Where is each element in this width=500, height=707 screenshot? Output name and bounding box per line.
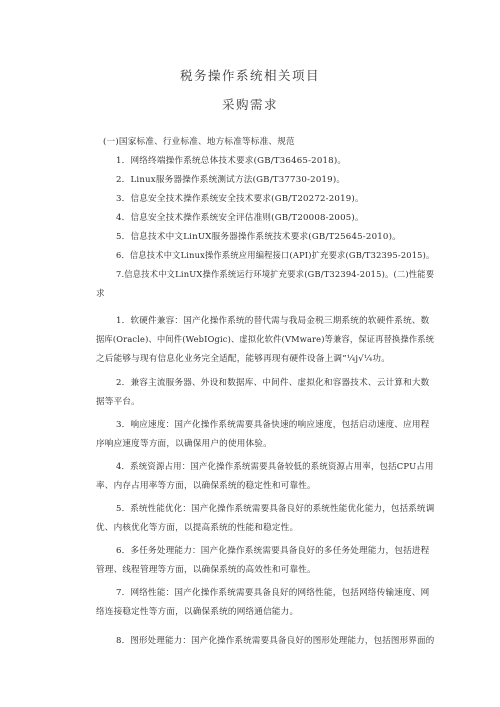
standard-item-2: 2．Linux服务器操作系统测试方法(GB/T37730-2019)。 xyxy=(116,175,346,185)
standard-item-3: 3．信息安全技术操作系统安全技术要求(GB/T20272-2019)。 xyxy=(116,194,364,204)
performance-item-5: 5．系统性能优化：国产化操作系统需要具备良好的系统性能优化能力，包括系统调 xyxy=(116,504,435,514)
performance-item-3-line-2: 序响应速度等方面，以确保用户的使用体验。 xyxy=(96,439,272,449)
performance-item-6: 6．多任务处理能力：国产化操作系统需要具备良好的多任务处理能力，包括进程 xyxy=(116,546,430,556)
performance-item-5-line-2: 优、内核优化等方面，以提高系统的性能和稳定性。 xyxy=(96,523,299,533)
standard-item-7: 7.信息技术中文LinUX操作系统运行环境扩充要求(GB/T32394-2015)。(二)性能要 xyxy=(116,270,435,280)
performance-item-7: 7．网络性能：国产化操作系统需要具备良好的网络性能，包括网络传输速度、网 xyxy=(116,588,430,598)
performance-item-4: 4．系统资源占用：国产化操作系统需要具备较低的系统资源占用率，包括CPU占用 xyxy=(116,462,434,472)
document-title: 税务操作系统相关项目 xyxy=(179,68,320,83)
standard-item-4: 4．信息安全技术操作系统安全评估准则(GB/T20008-2005)。 xyxy=(116,213,364,223)
section-heading-standards: (一)国家标准、行业标准、地方标准等标准、规范 xyxy=(103,137,295,147)
performance-item-2-line-2: 据等平台。 xyxy=(96,397,140,407)
performance-item-8: 8．图形处理能力：国产化操作系统需要具备良好的图形处理能力，包括图形界面的 xyxy=(116,636,435,646)
standard-item-6: 6．信息技术中文Linux操作系统应用编程接口(API)扩充要求(GB/T32395-2015)。 xyxy=(116,251,435,261)
performance-item-3: 3．响应速度：国产化操作系统需要具备快速的响应速度，包括启动速度、应用程 xyxy=(116,420,430,430)
performance-item-1-line-3: 之后能够与现有信息化业务完全适配，能够再现有硬件设备上调”¼j√¼功。 xyxy=(96,354,391,364)
standard-item-1: 1．网络终端操作系统总体技术要求(GB/T36465-2018)。 xyxy=(116,156,347,166)
performance-item-4-line-2: 率、内存占用率等方面，以确保系统的稳定性和可靠性。 xyxy=(96,481,316,491)
performance-item-2: 2．兼容主流服务器、外设和数据库、中间件、虚拟化和容器技术、云计算和大数 xyxy=(116,378,430,388)
performance-item-1-line-2: 据库(Oracle)、中间件(WebIOgic)、虚拟化软件(VMware)等兼容，保证再替换操作系统 xyxy=(96,335,435,345)
performance-item-6-line-2: 管理、线程管理等方面，以确保系统的高效性和可靠性。 xyxy=(96,565,316,575)
performance-item-7-line-2: 络连接稳定性等方面，以确保系统的网络通信能力。 xyxy=(96,607,299,617)
standard-item-7-continued: 求 xyxy=(96,289,105,299)
standard-item-5: 5．信息技术中文LinUX服务器操作系统技术要求(GB/T25645-2010)。 xyxy=(116,232,401,242)
performance-item-1: 1．软硬件兼容：国产化操作系统的替代需与我局金税三期系统的软硬件系统、数 xyxy=(116,316,430,326)
document-subtitle: 采购需求 xyxy=(221,97,278,112)
